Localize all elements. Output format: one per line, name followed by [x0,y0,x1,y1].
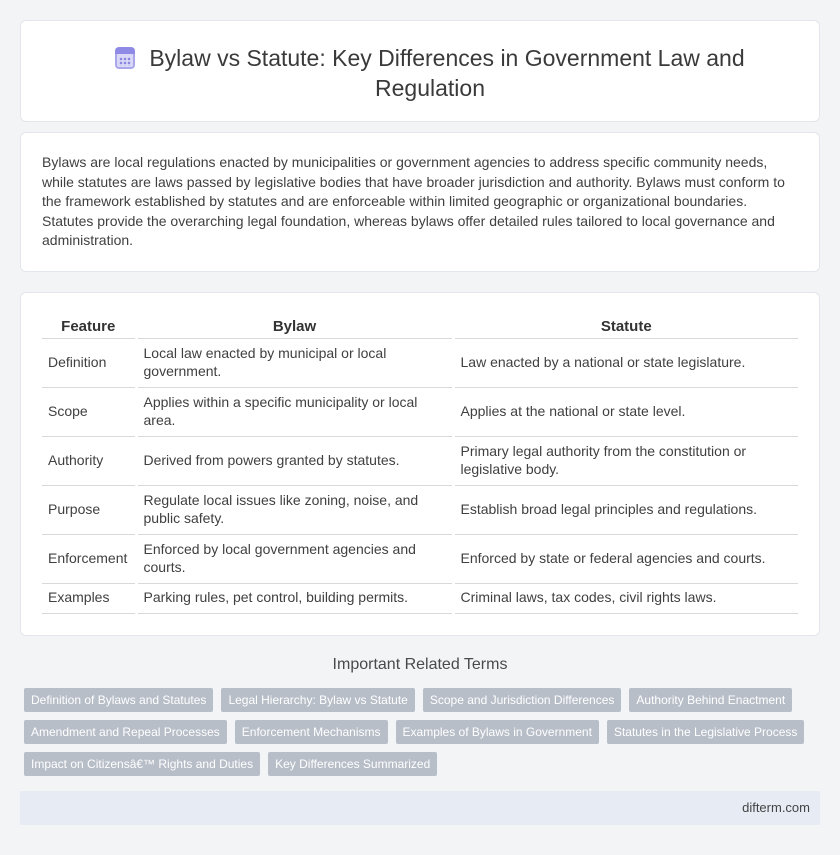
document-icon [115,47,135,69]
related-term-tag[interactable]: Amendment and Repeal Processes [24,720,227,744]
header-feature: Feature [42,316,136,338]
statute-cell: Applies at the national or state level. [453,387,798,436]
related-terms-list [24,688,814,784]
table-row [42,387,798,436]
related-term-tag[interactable]: Authority Behind Enactment [629,688,792,712]
comparison-table [42,316,798,614]
table-header-row [42,316,798,338]
bylaw-cell: Regulate local issues like zoning, noise, and public safety. [136,485,453,534]
intro-card [20,132,820,272]
related-term-tag[interactable]: Scope and Jurisdiction Differences [423,688,622,712]
intro-paragraph: Bylaws are local regulations enacted by municipalities or government agencies to address specific community needs, while statutes are laws passed by legislative bodies that have broader jurisdiction and authority. Bylaws must conform to the framework established by statutes and are enforceable within limited geographic or organizational boundaries. Statutes provide the overarching legal foundation, whereas bylaws offer detailed rules tailored to local governance and administration. [42,154,785,248]
table-row [42,436,798,485]
statute-cell: Criminal laws, tax codes, civil rights laws. [453,583,798,613]
footer [20,791,820,825]
statute-cell: Primary legal authority from the constitution or legislative body. [453,436,798,485]
table-row [42,338,798,387]
related-term-tag[interactable]: Statutes in the Legislative Process [607,720,804,744]
related-term-tag[interactable]: Key Differences Summarized [268,752,437,776]
related-term-tag[interactable]: Impact on Citizensâ€™ Rights and Duties [24,752,260,776]
feature-cell: Examples [42,583,136,613]
statute-cell: Law enacted by a national or state legislature. [453,338,798,387]
feature-cell: Purpose [42,485,136,534]
feature-cell: Scope [42,387,136,436]
footer-site-name: difterm.com [742,800,810,815]
bylaw-cell: Derived from powers granted by statutes. [136,436,453,485]
related-term-tag[interactable]: Definition of Bylaws and Statutes [24,688,213,712]
comparison-card [20,292,820,636]
page-title-wrap [81,43,779,103]
bylaw-cell: Local law enacted by municipal or local government. [136,338,453,387]
header-statute: Statute [453,316,798,338]
tag-row [24,688,814,712]
tag-row [24,752,814,776]
related-term-tag[interactable]: Examples of Bylaws in Government [396,720,599,744]
header-bylaw: Bylaw [136,316,453,338]
feature-cell: Enforcement [42,534,136,583]
table-row [42,485,798,534]
page-title: Bylaw vs Statute: Key Differences in Government Law and Regulation [149,45,745,101]
tag-row [24,720,814,744]
related-terms-title: Important Related Terms [332,656,508,673]
bylaw-cell: Enforced by local government agencies and courts. [136,534,453,583]
statute-cell: Enforced by state or federal agencies and courts. [453,534,798,583]
bylaw-cell: Parking rules, pet control, building permits. [136,583,453,613]
statute-cell: Establish broad legal principles and regulations. [453,485,798,534]
table-row [42,534,798,583]
table-row [42,583,798,613]
related-term-tag[interactable]: Legal Hierarchy: Bylaw vs Statute [221,688,414,712]
related-term-tag[interactable]: Enforcement Mechanisms [235,720,388,744]
header-card [20,20,820,122]
feature-cell: Definition [42,338,136,387]
bylaw-cell: Applies within a specific municipality or local area. [136,387,453,436]
feature-cell: Authority [42,436,136,485]
